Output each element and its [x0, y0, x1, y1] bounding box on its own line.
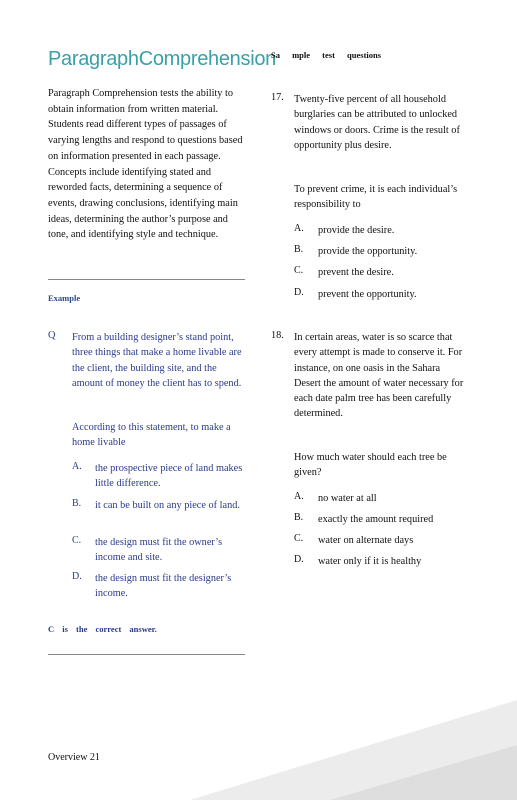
option-text: water only if it is healthy [318, 556, 422, 567]
option-letter: B. [294, 512, 304, 523]
example-q-prompt: According to this statement, to make a home livable [72, 422, 231, 449]
option-text: prevent the opportunity. [318, 289, 417, 300]
example-option-text: it can be built on any piece of land. [95, 500, 240, 511]
question-prompt: To prevent crime, it is each individual’s responsibility to [294, 184, 458, 211]
divider-bottom [48, 654, 245, 655]
divider-top [48, 279, 245, 280]
example-option-letter: C. [72, 535, 82, 546]
option-text: water on alternate days [318, 535, 414, 546]
option-letter: D. [294, 287, 304, 298]
example-option-text: the prospective piece of land makes little difference. [95, 463, 243, 489]
question-number: 18. [271, 330, 284, 341]
question-prompt: How much water should each tree be given? [294, 452, 447, 479]
page-footer: Overview 21 [48, 752, 100, 763]
example-option-text: the design must fit the owner’s income and site. [95, 537, 223, 563]
option-text: provide the opportunity. [318, 246, 418, 257]
answer-line: C is the correct answer. [48, 624, 157, 634]
option-text: provide the desire. [318, 225, 395, 236]
example-option-letter: A. [72, 461, 82, 472]
option-letter: A. [294, 223, 304, 234]
example-option-text: the design must fit the designer’s income. [95, 573, 232, 599]
option-text: prevent the desire. [318, 267, 394, 278]
option-text: exactly the amount required [318, 514, 434, 525]
option-letter: C. [294, 533, 304, 544]
option-letter: B. [294, 244, 304, 255]
example-label: Example [48, 293, 81, 303]
sample-header: Sa mple test questions [271, 50, 382, 60]
example-q-label: Q [48, 330, 56, 341]
option-letter: C. [294, 265, 304, 276]
example-option-letter: B. [72, 498, 82, 509]
question-text: Twenty-five percent of all household burglaries can be attributed to unlocked windows or doors. Crime is the result of opportunity plus desire. [294, 94, 460, 151]
page-title: ParagraphComprehension [48, 48, 276, 70]
example-q-text: From a building designer’s stand point, three things that make a home livable are the client, the building site, and the amount of money the client has to spend. [72, 332, 242, 389]
intro-paragraph: Paragraph Comprehension tests the ability to obtain information from written material. Students read different types of passages of varying lengths and respond to questions based on information presented in each passage. Concepts include identifying stated and reworded facts, determining a sequence of events, drawing conclusions, identifying main ideas, determining the author’s purpose and tone, and identifying style and technique. [48, 88, 243, 241]
option-letter: D. [294, 554, 304, 565]
question-text: In certain areas, water is so scarce that every attempt is made to conserve it. For instance, on one oasis in the Sahara Desert the amount of water necessary for each date palm tree has been carefully determined. [294, 332, 464, 420]
option-text: no water at all [318, 493, 377, 504]
example-option-letter: D. [72, 571, 82, 582]
option-letter: A. [294, 491, 304, 502]
question-number: 17. [271, 92, 284, 103]
